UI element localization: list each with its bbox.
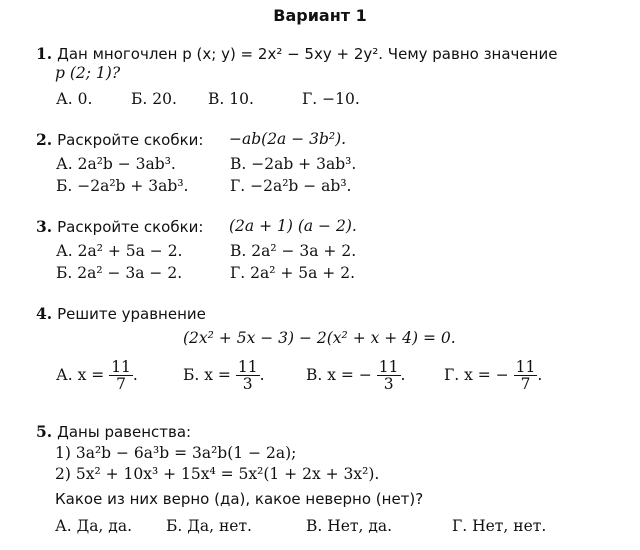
fraction <box>109 359 133 393</box>
question-text: Дан многочлен p (x; y) = 2x² − 5xy + 2y². Чему равно значение <box>57 45 558 63</box>
option-label: А. x = <box>56 365 105 384</box>
period: . <box>259 365 265 384</box>
question-5 <box>36 422 191 441</box>
option-label: Г. x = <box>444 365 491 384</box>
question-number: 3. <box>36 217 53 236</box>
numerator: 11 <box>515 358 536 376</box>
denominator: 3 <box>383 375 394 394</box>
option-a[interactable]: А. 0. <box>56 90 93 108</box>
fraction <box>377 359 401 393</box>
question-number: 4. <box>36 304 53 323</box>
fraction <box>236 359 260 393</box>
question-text-cont: p (2; 1)? <box>55 64 121 82</box>
question-3 <box>36 217 203 236</box>
option-d[interactable]: Г. 2a² + 5a + 2. <box>230 264 356 282</box>
fraction <box>514 359 538 393</box>
option-c[interactable]: В. 10. <box>208 90 254 108</box>
question-number: 1. <box>36 44 53 63</box>
option-c[interactable] <box>306 359 405 393</box>
equality-1: 1) 3a²b − 6a³b = 3a²b(1 − 2a); <box>55 444 297 462</box>
denominator: 7 <box>520 375 531 394</box>
option-a[interactable]: А. 2a²b − 3ab³. <box>56 155 176 173</box>
option-c[interactable]: В. 2a² − 3a + 2. <box>230 242 357 260</box>
question-prompt: Какое из них верно (да), какое неверно (нет)? <box>55 490 424 508</box>
sign: − <box>358 365 372 384</box>
option-d[interactable] <box>444 359 542 393</box>
question-text: Даны равенства: <box>57 423 192 441</box>
equation: (2x² + 5x − 3) − 2(x² + x + 4) = 0. <box>183 329 456 347</box>
option-label: В. x = <box>306 365 354 384</box>
option-a[interactable] <box>56 359 138 393</box>
option-b[interactable]: Б. Да, нет. <box>166 517 252 535</box>
denominator: 3 <box>242 375 253 394</box>
numerator: 11 <box>111 358 131 376</box>
option-b[interactable]: Б. 20. <box>131 90 177 108</box>
period: . <box>400 365 406 384</box>
expression: (2a + 1) (a − 2). <box>229 217 357 235</box>
option-d[interactable]: Г. Нет, нет. <box>452 517 547 535</box>
option-b[interactable] <box>183 359 265 393</box>
option-c[interactable]: В. Нет, да. <box>306 517 393 535</box>
question-4 <box>36 304 206 323</box>
numerator: 11 <box>237 358 258 376</box>
question-text: Раскройте скобки: <box>57 131 204 149</box>
period: . <box>537 365 543 384</box>
sign: − <box>495 365 509 384</box>
option-d[interactable]: Г. −2a²b − ab³. <box>230 177 352 195</box>
option-a[interactable]: А. Да, да. <box>55 517 133 535</box>
question-number: 5. <box>36 422 53 441</box>
option-b[interactable]: Б. 2a² − 3a − 2. <box>56 264 183 282</box>
equality-2: 2) 5x² + 10x³ + 15x⁴ = 5x²(1 + 2x + 3x²). <box>55 465 380 483</box>
option-a[interactable]: А. 2a² + 5a − 2. <box>56 242 183 260</box>
denominator: 7 <box>116 375 126 394</box>
option-d[interactable]: Г. −10. <box>302 90 360 108</box>
question-2 <box>36 130 203 149</box>
question-number: 2. <box>36 130 53 149</box>
option-label: Б. x = <box>183 365 231 384</box>
question-text: Раскройте скобки: <box>57 218 204 236</box>
option-c[interactable]: В. −2ab + 3ab³. <box>230 155 357 173</box>
question-text: Решите уравнение <box>57 305 206 323</box>
question-1 <box>36 44 557 63</box>
option-b[interactable]: Б. −2a²b + 3ab³. <box>56 177 189 195</box>
numerator: 11 <box>378 358 399 376</box>
expression: −ab(2a − 3b²). <box>229 130 347 148</box>
period: . <box>132 365 138 384</box>
page-title: Вариант 1 <box>273 6 367 25</box>
